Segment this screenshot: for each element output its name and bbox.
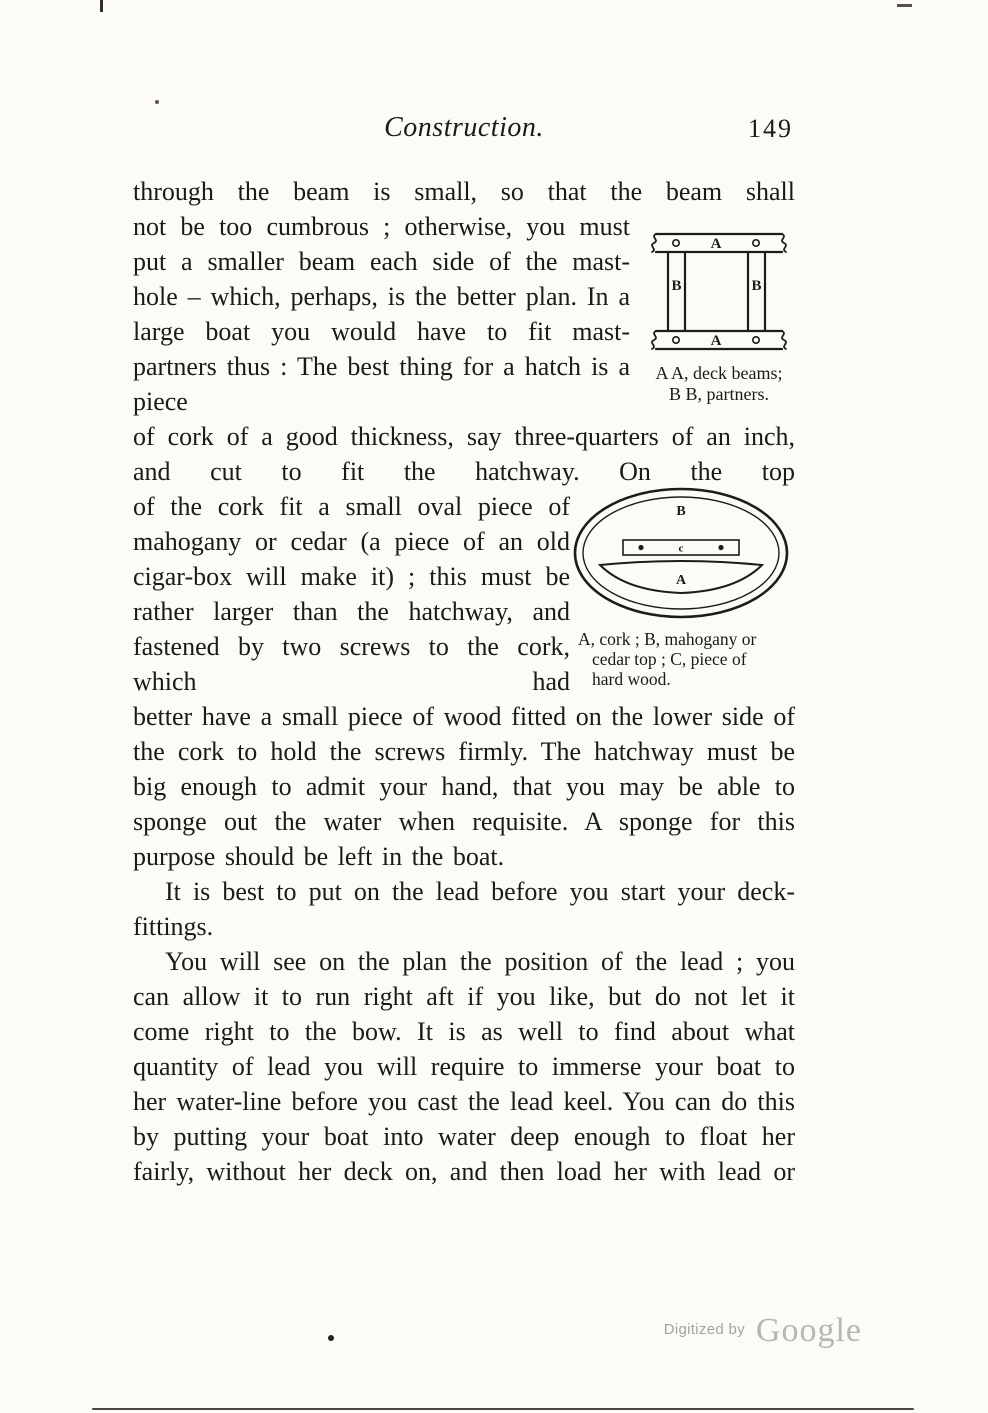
- page-header: [133, 112, 795, 174]
- paragraph-3: You will see on the plan the position of the lead ; you can allow it to run right aft if you like, but do not let it come right to the bow. It is as well to find about what quantity of lead you will require to immerse your boat to her water-line before you cast the lead keel. You can do this by putting your boat into water deep enough to float her fairly, without her deck on, and then load her with lead or: [133, 947, 795, 1186]
- figure1-label-b-right: B: [751, 278, 762, 294]
- running-title: Construction.: [384, 112, 544, 143]
- figure2-label-a: A: [675, 573, 687, 588]
- figure2-label-b: B: [676, 504, 686, 519]
- scan-edge-mark-top-left: [100, 0, 103, 12]
- figure2-label-c: c: [678, 542, 684, 555]
- paragraph-1-wrap-figure-2: of the cork fit a small oval piece of mahogany or cedar (a piece of an old cigar-box will make it) ; this must be rather larger than the hatchway, and fastened by two screws to the cork, which had: [133, 492, 570, 696]
- scan-edge-mark-top-right: [897, 4, 912, 7]
- paragraph-1-full-width-a: of cork of a good thickness, say three-quarters of an inch, and cut to fit the hatchway. On the top: [133, 422, 795, 486]
- figure2-caption-line3: hard wood.: [592, 669, 671, 689]
- printers-mark-dot: [328, 1335, 334, 1341]
- page-number: 149: [748, 114, 793, 143]
- figure2-caption: [568, 629, 794, 689]
- digitized-by-label: Digitized by: [663, 1321, 745, 1338]
- figure1-caption: [643, 363, 795, 405]
- figure1-label-b-left: B: [671, 278, 682, 294]
- figure2-caption-line1: A, cork ; B, mahogany or: [578, 629, 757, 649]
- figure1-caption-line2: B B, partners.: [669, 384, 769, 404]
- cork-hatch-diagram: [568, 484, 794, 624]
- figure1-label-a-bottom: A: [710, 333, 722, 349]
- paragraph-2: It is best to put on the lead before you start your deck-fittings.: [133, 877, 795, 941]
- figure1-caption-line1: A A, deck beams;: [655, 363, 783, 383]
- figure2-caption-line2: cedar top ; C, piece of: [592, 649, 747, 669]
- scan-speck: [155, 100, 159, 104]
- figure-deck-beams: [643, 224, 795, 405]
- deck-beams-diagram: [643, 224, 795, 359]
- paragraph-1-full-width-b: better have a small piece of wood fitted on the lower side of the cork to hold the screws firmly. The hatchway must be big enough to admit your hand, that you may be able to sponge out the water when requisite. A sponge for this purpose should be left in the boat.: [133, 702, 795, 871]
- paragraph-1-line-1: through the beam is small, so that the beam shall: [133, 177, 795, 206]
- google-watermark: [664, 1312, 862, 1350]
- google-logo: Google: [755, 1312, 862, 1349]
- paragraph-1-wrap-figure-1: not be too cumbrous ; otherwise, you must put a smaller beam each side of the mast-hole – which, perhaps, is the better plan. In a large boat you would have to fit mast-partners thus : The best thing for a hatch is a piece: [133, 212, 630, 416]
- figure-cork-hatch: [568, 484, 794, 689]
- figure1-label-a-top: A: [710, 236, 722, 252]
- scan-page-edge-line: [92, 1408, 914, 1410]
